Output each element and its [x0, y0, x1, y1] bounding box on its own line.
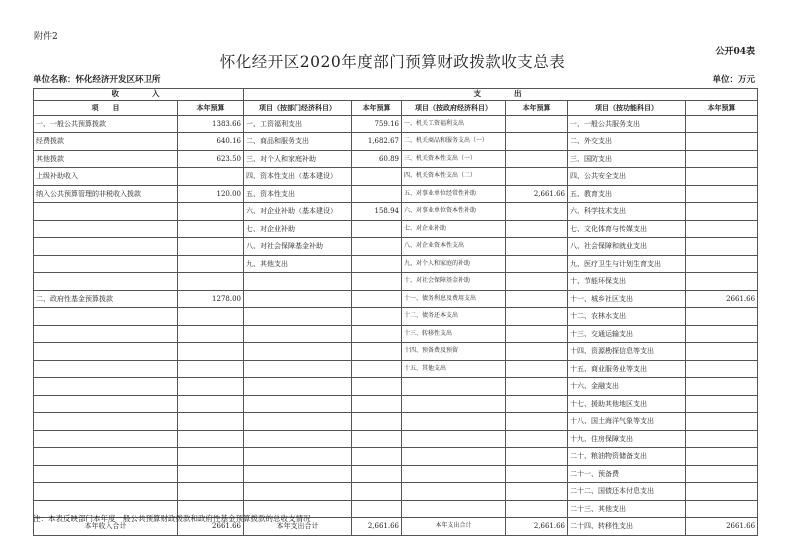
- item-cell: 八、对企业资本性支出: [402, 238, 506, 256]
- amount-cell: [178, 378, 244, 396]
- item-cell: 一、一般公共预算拨款: [34, 115, 178, 133]
- amount-cell: [352, 448, 402, 466]
- amount-cell: [686, 238, 758, 256]
- item-cell: [244, 413, 352, 431]
- amount-cell: 2,661.66: [506, 518, 568, 536]
- item-cell: [244, 343, 352, 361]
- amount-cell: [178, 448, 244, 466]
- amount-cell: [506, 308, 568, 326]
- amount-cell: [506, 255, 568, 273]
- item-cell: 一、工资福利支出: [244, 115, 352, 133]
- item-cell: [34, 203, 178, 221]
- item-cell: 八、对社会保障基金补助: [244, 238, 352, 256]
- item-cell: 六、对企业补助（基本建设）: [244, 203, 352, 221]
- amount-cell: 640.16: [178, 133, 244, 151]
- amount-cell: 759.16: [352, 115, 402, 133]
- amount-cell: [352, 185, 402, 203]
- amount-cell: [686, 413, 758, 431]
- item-cell: 一、一般公共服务支出: [568, 115, 686, 133]
- item-cell: [244, 325, 352, 343]
- table-row: [34, 483, 758, 501]
- item-cell: 上级补助收入: [34, 168, 178, 186]
- item-cell: [34, 483, 178, 501]
- item-cell: 十九、住房保障支出: [568, 430, 686, 448]
- amount-cell: [178, 238, 244, 256]
- amount-cell: [686, 168, 758, 186]
- item-cell: 二十、粮油物资储备支出: [568, 448, 686, 466]
- item-cell: 十二、农林水支出: [568, 308, 686, 326]
- item-cell: [34, 360, 178, 378]
- amount-cell: [506, 343, 568, 361]
- table-row: [34, 290, 758, 308]
- amount-cell: [686, 308, 758, 326]
- item-cell: 十一、债务利息及费用支出: [402, 290, 506, 308]
- table-row: [34, 378, 758, 396]
- item-cell: [402, 395, 506, 413]
- form-code: 公开04表: [715, 47, 755, 57]
- amount-cell: [506, 273, 568, 291]
- table-row: [34, 185, 758, 203]
- amount-cell: [686, 203, 758, 221]
- item-cell: 二十一、预备费: [568, 465, 686, 483]
- item-cell: 七、文化体育与传媒支出: [568, 220, 686, 238]
- item-cell: 十、节能环保支出: [568, 273, 686, 291]
- column-header: 本年预算: [178, 100, 244, 115]
- amount-cell: [686, 325, 758, 343]
- amount-cell: [506, 168, 568, 186]
- amount-cell: [352, 413, 402, 431]
- item-cell: 纳入公共预算管理的非税收入拨款: [34, 185, 178, 203]
- item-cell: [244, 395, 352, 413]
- amount-cell: [506, 133, 568, 151]
- table-row: [34, 273, 758, 291]
- item-cell: 五、教育支出: [568, 185, 686, 203]
- amount-cell: [178, 220, 244, 238]
- amount-cell: 158.94: [352, 203, 402, 221]
- item-cell: [244, 360, 352, 378]
- item-cell: 二十三、其他支出: [568, 500, 686, 518]
- amount-cell: [506, 150, 568, 168]
- amount-cell: 1,682.67: [352, 133, 402, 151]
- column-header: 项目（按功能科目）: [568, 100, 686, 115]
- item-cell: [34, 273, 178, 291]
- amount-cell: [178, 343, 244, 361]
- budget-summary-table: [33, 88, 758, 536]
- column-header: 本年预算: [352, 100, 402, 115]
- income-section-header: 收 入: [34, 89, 244, 101]
- amount-cell: 1278.00: [178, 290, 244, 308]
- item-cell: [244, 430, 352, 448]
- amount-cell: [352, 273, 402, 291]
- amount-cell: [352, 483, 402, 501]
- item-cell: 本年支出合计: [402, 518, 506, 536]
- table-row: [34, 203, 758, 221]
- amount-cell: [686, 115, 758, 133]
- amount-cell: [178, 203, 244, 221]
- item-cell: 四、资本性支出（基本建设）: [244, 168, 352, 186]
- footnote: 注：本表反映部门本年度一般公共预算财政拨款和政府性基金预算拨款的总收支情况: [33, 514, 311, 523]
- item-cell: 八、社会保障和就业支出: [568, 238, 686, 256]
- item-cell: [244, 308, 352, 326]
- amount-cell: [178, 430, 244, 448]
- amount-cell: [686, 360, 758, 378]
- item-cell: 九、对个人和家庭的补助: [402, 255, 506, 273]
- table-row: [34, 168, 758, 186]
- item-cell: 十四、预备费及预留: [402, 343, 506, 361]
- item-cell: 十、对社会保障基金补助: [402, 273, 506, 291]
- amount-cell: [686, 448, 758, 466]
- item-cell: [244, 465, 352, 483]
- table-row: [34, 308, 758, 326]
- amount-cell: [352, 465, 402, 483]
- amount-cell: 120.00: [178, 185, 244, 203]
- item-cell: [244, 290, 352, 308]
- item-cell: [402, 430, 506, 448]
- amount-cell: [686, 133, 758, 151]
- table-row: [34, 448, 758, 466]
- amount-cell: [686, 185, 758, 203]
- item-cell: 二、商品和服务支出: [244, 133, 352, 151]
- column-header: 项目（按政府经济科目）: [402, 100, 506, 115]
- amount-cell: [352, 308, 402, 326]
- amount-cell: [506, 238, 568, 256]
- amount-cell: [352, 325, 402, 343]
- amount-cell: [686, 378, 758, 396]
- item-cell: 二、机关商品和服务支出（一）: [402, 133, 506, 151]
- table-row: [34, 220, 758, 238]
- amount-cell: [686, 150, 758, 168]
- amount-cell: [506, 378, 568, 396]
- amount-cell: [506, 483, 568, 501]
- item-cell: 九、医疗卫生与计划生育支出: [568, 255, 686, 273]
- item-cell: 二、政府性基金预算拨款: [34, 290, 178, 308]
- amount-cell: [352, 500, 402, 518]
- amount-cell: 2661.66: [686, 518, 758, 536]
- table-row: [34, 413, 758, 431]
- amount-cell: [506, 395, 568, 413]
- item-cell: 二十二、国债还本付息支出: [568, 483, 686, 501]
- item-cell: [34, 465, 178, 483]
- amount-cell: 2,661.66: [352, 518, 402, 536]
- item-cell: 经费拨款: [34, 133, 178, 151]
- item-cell: [244, 273, 352, 291]
- amount-cell: [686, 483, 758, 501]
- table-row: [34, 465, 758, 483]
- item-cell: [402, 448, 506, 466]
- amount-cell: [352, 430, 402, 448]
- amount-cell: [178, 255, 244, 273]
- item-cell: 十五、其他支出: [402, 360, 506, 378]
- item-cell: 九、其他支出: [244, 255, 352, 273]
- amount-cell: [506, 203, 568, 221]
- amount-cell: [352, 220, 402, 238]
- amount-cell: [352, 290, 402, 308]
- item-cell: 七、对企业补助: [402, 220, 506, 238]
- item-cell: [34, 378, 178, 396]
- amount-cell: 1383.66: [178, 115, 244, 133]
- amount-cell: [178, 465, 244, 483]
- item-cell: 十一、城乡社区支出: [568, 290, 686, 308]
- amount-cell: [506, 220, 568, 238]
- table-row: [34, 255, 758, 273]
- item-cell: [402, 465, 506, 483]
- item-cell: 十五、商业服务业等支出: [568, 360, 686, 378]
- item-cell: [34, 413, 178, 431]
- item-cell: 二、外交支出: [568, 133, 686, 151]
- amount-cell: [506, 325, 568, 343]
- table-row: [34, 325, 758, 343]
- amount-cell: 623.50: [178, 150, 244, 168]
- item-cell: [34, 325, 178, 343]
- table-row: [34, 115, 758, 133]
- table-row: [34, 343, 758, 361]
- column-header: 本年预算: [686, 100, 758, 115]
- item-cell: 四、机关资本性支出（二）: [402, 168, 506, 186]
- item-cell: 十八、国土海洋气象等支出: [568, 413, 686, 431]
- item-cell: 一、机关工资福利支出: [402, 115, 506, 133]
- amount-cell: [686, 430, 758, 448]
- amount-cell: [686, 343, 758, 361]
- item-cell: 七、对企业补助: [244, 220, 352, 238]
- item-cell: [34, 238, 178, 256]
- item-cell: 其他拨款: [34, 150, 178, 168]
- table-row: [34, 430, 758, 448]
- amount-cell: [352, 168, 402, 186]
- item-cell: [244, 483, 352, 501]
- amount-cell: [352, 395, 402, 413]
- amount-cell: [178, 273, 244, 291]
- amount-cell: [178, 325, 244, 343]
- amount-cell: [178, 168, 244, 186]
- amount-cell: [686, 395, 758, 413]
- column-header: 本年预算: [506, 100, 568, 115]
- amount-cell: [686, 465, 758, 483]
- item-cell: 十七、援助其他地区支出: [568, 395, 686, 413]
- item-cell: [244, 378, 352, 396]
- amount-cell: [178, 395, 244, 413]
- amount-cell: [352, 343, 402, 361]
- item-cell: [34, 448, 178, 466]
- table-row: [34, 360, 758, 378]
- item-cell: 六、科学技术支出: [568, 203, 686, 221]
- amount-cell: [352, 378, 402, 396]
- amount-cell: [352, 255, 402, 273]
- table-row: [34, 395, 758, 413]
- item-cell: 十三、交通运输支出: [568, 325, 686, 343]
- section-header-row: [34, 89, 758, 101]
- item-cell: [34, 255, 178, 273]
- item-cell: [34, 430, 178, 448]
- unit-name: 单位名称：怀化经济开发区环卫所: [33, 75, 161, 85]
- table-row: [34, 133, 758, 151]
- expense-section-header: 支 出: [244, 89, 758, 101]
- amount-cell: [352, 360, 402, 378]
- item-cell: [34, 308, 178, 326]
- item-cell: [402, 378, 506, 396]
- table-row: [34, 238, 758, 256]
- item-cell: [34, 395, 178, 413]
- amount-cell: [686, 220, 758, 238]
- item-cell: 三、对个人和家庭补助: [244, 150, 352, 168]
- item-cell: 五、对事业单位经常性补助: [402, 185, 506, 203]
- attachment-label: 附件2: [34, 32, 58, 42]
- amount-cell: 2661.66: [178, 518, 244, 536]
- item-cell: [402, 483, 506, 501]
- column-header-row: [34, 100, 758, 115]
- item-cell: [34, 343, 178, 361]
- item-cell: 十四、资源勘探信息等支出: [568, 343, 686, 361]
- item-cell: [402, 500, 506, 518]
- page-title: 怀化经开区2020年度部门预算财政拨款收支总表: [219, 53, 566, 71]
- currency-unit: 单位：万元: [712, 75, 755, 85]
- item-cell: 三、国防支出: [568, 150, 686, 168]
- item-cell: 十二、债务还本支出: [402, 308, 506, 326]
- item-cell: [402, 413, 506, 431]
- amount-cell: 2661.66: [686, 290, 758, 308]
- item-cell: 十三、转移性支出: [402, 325, 506, 343]
- amount-cell: [506, 430, 568, 448]
- amount-cell: [178, 360, 244, 378]
- amount-cell: [352, 238, 402, 256]
- item-cell: 本年支出合计: [244, 518, 352, 536]
- amount-cell: [178, 308, 244, 326]
- amount-cell: [506, 413, 568, 431]
- item-cell: 二十四、转移性支出: [568, 518, 686, 536]
- amount-cell: [506, 465, 568, 483]
- item-cell: [34, 220, 178, 238]
- item-cell: [244, 448, 352, 466]
- item-cell: 五、资本性支出: [244, 185, 352, 203]
- item-cell: 十六、金融支出: [568, 378, 686, 396]
- table-row: [34, 150, 758, 168]
- amount-cell: [506, 448, 568, 466]
- amount-cell: [506, 115, 568, 133]
- item-cell: 六、对事业单位资本性补助: [402, 203, 506, 221]
- amount-cell: 60.89: [352, 150, 402, 168]
- amount-cell: [506, 290, 568, 308]
- item-cell: 本年收入合计: [34, 518, 178, 536]
- amount-cell: [506, 360, 568, 378]
- item-cell: 三、机关资本性支出（一）: [402, 150, 506, 168]
- column-header: 项 目: [34, 100, 178, 115]
- amount-cell: [506, 500, 568, 518]
- amount-cell: [686, 273, 758, 291]
- amount-cell: [686, 500, 758, 518]
- item-cell: 四、公共安全支出: [568, 168, 686, 186]
- column-header: 项目（按部门经济科目）: [244, 100, 352, 115]
- amount-cell: [686, 255, 758, 273]
- amount-cell: [178, 413, 244, 431]
- amount-cell: [178, 483, 244, 501]
- amount-cell: 2,661.66: [506, 185, 568, 203]
